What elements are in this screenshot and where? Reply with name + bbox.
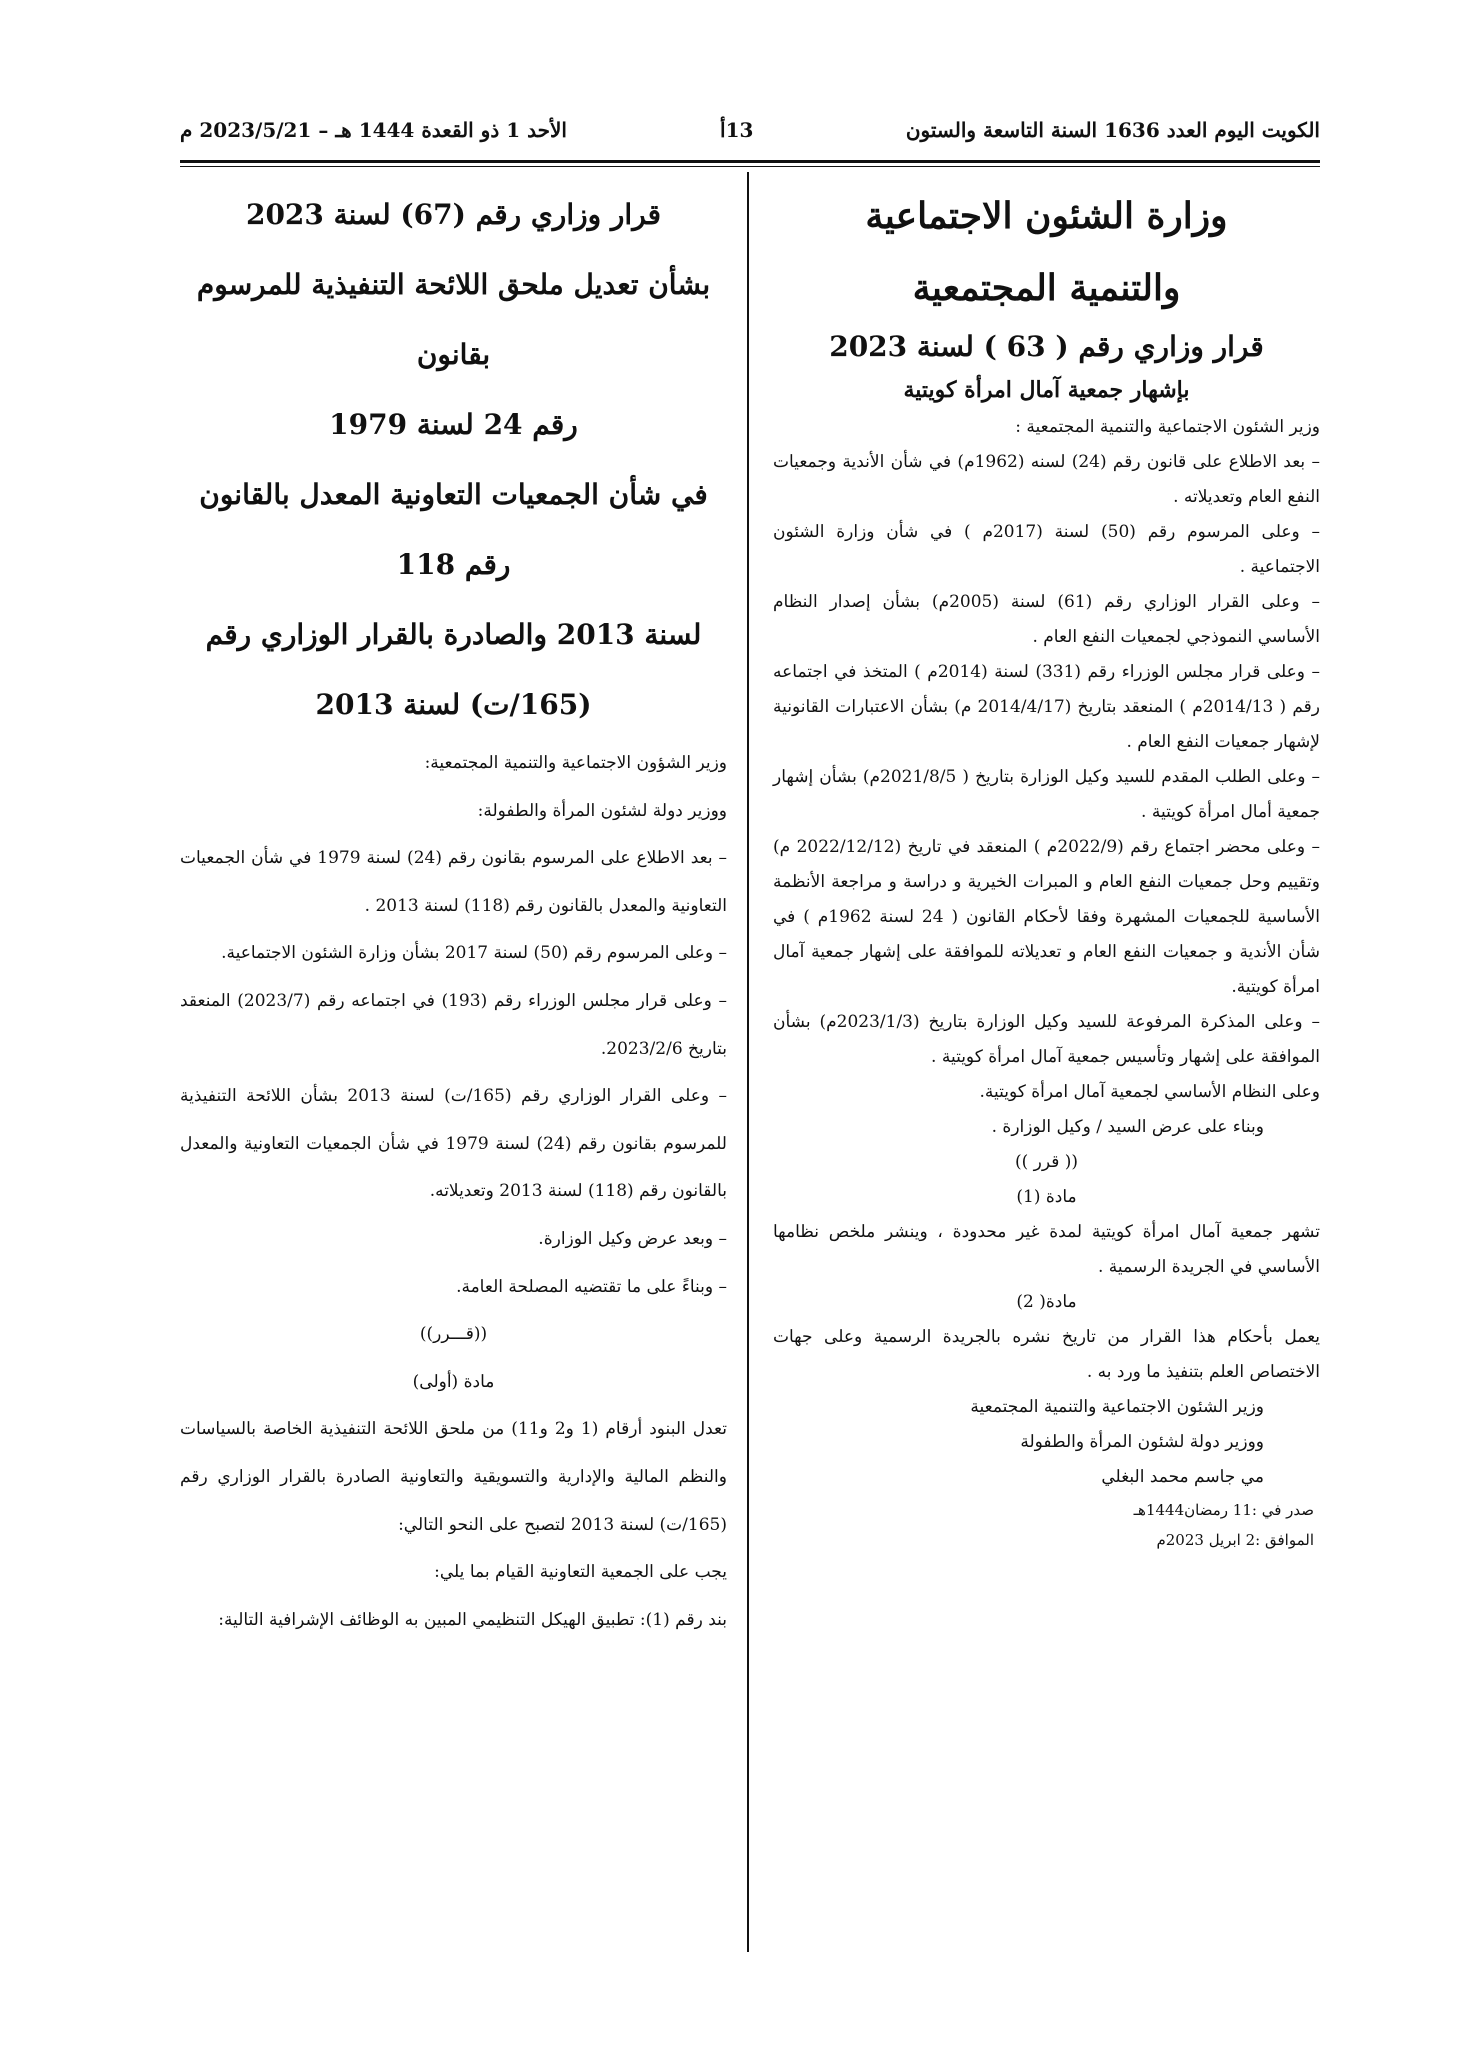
article-text: بند رقم (1): تطبيق الهيكل التنظيمي المبين به الوظائف الإشرافية التالية: [218,1609,727,1630]
decision-subject: بإشهار جمعية آمال امرأة كويتية [903,377,1190,403]
recital: – وعلى قرار مجلس الوزراء رقم (331) لسنة (2014م ) المتخذ في اجتماعه رقم ( 2014/13م ) المنعقد بتاريخ (2014/4/17 م) بشأن الاعتبارات القانونية لإشهار جمعيات النفع العام . [773,662,1320,752]
decision-subject: (165/ت) لسنة 2013 [315,688,592,721]
preamble: وزير الشؤون الاجتماعية والتنمية المجتمعية: [424,753,727,773]
issued-date: صدر في :11 رمضان1444هـ [1133,1501,1314,1519]
recital: وعلى النظام الأساسي لجمعية آمال امرأة كويتية. [979,1082,1320,1102]
signatory: ووزير دولة لشئون المرأة والطفولة [1020,1432,1264,1452]
article-heading: مادة( 2) [1016,1292,1077,1312]
header-page-number: 13أ [720,118,754,142]
recital: – بعد الاطلاع على قانون رقم (24) لسنه (1962م) في شأن الأندية وجمعيات النفع العام وتعديلاته . [773,452,1320,507]
decision-subject: في شأن الجمعيات التعاونية المعدل بالقانون رقم 118 [199,478,708,581]
article-heading: مادة (1) [1016,1187,1077,1207]
recital: – بعد الاطلاع على المرسوم بقانون رقم (24) لسنة 1979 في شأن الجمعيات التعاونية والمعدل بالقانون رقم (118) لسنة 2013 . [180,848,728,916]
article-text: يعمل بأحكام هذا القرار من تاريخ نشره بالجريدة الرسمية وعلى جهات الاختصاص العلم بتنفيذ ما ورد به . [773,1327,1320,1382]
signatory: وزير الشئون الاجتماعية والتنمية المجتمعية [970,1397,1264,1417]
decided-heading: ((قـــرر)) [419,1324,488,1345]
recital: – وعلى المذكرة المرفوعة للسيد وكيل الوزارة بتاريخ (2023/1/3م) بشأن الموافقة على إشهار وتأسيس جمعية آمال امرأة كويتية . [773,1012,1320,1067]
left-column [180,180,727,1644]
recital: – وعلى المرسوم رقم (50) لسنة (2017م ) في شأن وزارة الشئون الاجتماعية . [773,522,1320,577]
header-issue: الكويت اليوم العدد 1636 السنة التاسعة والستون [905,118,1320,142]
decided-heading: (( قرر )) [1014,1152,1079,1172]
decision-subject: لسنة 2013 والصادرة بالقرار الوزاري رقم [205,618,702,651]
recital: – وعلى القرار الوزاري رقم (61) لسنة (2005م) بشأن إصدار النظام الأساسي النموذجي لجمعيات النفع العام . [773,592,1320,647]
right-column [773,180,1320,1555]
recital: – وعلى المرسوم رقم (50) لسنة 2017 بشأن وزارة الشئون الاجتماعية. [221,943,727,964]
ministry-name-1: وزارة الشئون الاجتماعية [865,195,1228,237]
recital: وبناء على عرض السيد / وكيل الوزارة . [991,1117,1264,1137]
header-date: الأحد 1 ذو القعدة 1444 هـ – 2023/5/21 م [180,118,567,142]
corresponding-date: الموافق :2 ابريل 2023م [1156,1531,1314,1549]
recital: – وبناءً على ما تقتضيه المصلحة العامة. [456,1276,727,1297]
column-divider [747,172,749,1952]
preamble: وزير الشئون الاجتماعية والتنمية المجتمعية : [1015,417,1320,437]
recital: – وعلى محضر اجتماع رقم (2022/9م ) المنعقد في تاريخ (2022/12/12 م) وتقييم وحل جمعيات النفع العام و المبرات الخيرية و دراسة و مراجعة الأنظمة الأساسية للجمعيات المشهرة وفقا لأحكام القانون ( 24 لسنة 1962م ) في شأن الأندية و جمعيات النفع العام و تعديلاته للموافقة على إشهار جمعية آمال امرأة كويتية. [773,837,1321,997]
article-text: تعدل البنود أرقام (1 و2 و11) من ملحق اللائحة التنفيذية الخاصة بالسياسات والنظم المالية والإدارية والتسويقية والتعاونية الصادرة بالقرار الوزاري رقم (165/ت) لسنة 2013 لتصبح على النحو التالي: [180,1419,727,1535]
article-text: تشهر جمعية آمال امرأة كويتية لمدة غير محدودة ، وينشر ملخص نظامها الأساسي في الجريدة الرسمية . [773,1222,1320,1277]
article-heading: مادة (أولى) [412,1371,495,1392]
article-text: يجب على الجمعية التعاونية القيام بما يلي: [434,1562,727,1583]
preamble: ووزير دولة لشئون المرأة والطفولة: [477,800,727,821]
recital: – وعلى القرار الوزاري رقم (165/ت) لسنة 2013 بشأن اللائحة التنفيذية للمرسوم بقانون رقم (24) لسنة 1979 في شأن الجمعيات التعاونية والمعدل بالقانون رقم (118) لسنة 2013 وتعديلاته. [180,1086,727,1202]
recital: – وعلى قرار مجلس الوزراء رقم (193) في اجتماعه رقم (2023/7) المنعقد بتاريخ 2023/2/6. [180,990,728,1059]
signatory-name: مي جاسم محمد البغلي [1101,1467,1264,1487]
decision-title: قرار وزاري رقم ( 63 ) لسنة 2023 [829,330,1264,363]
header-rule [180,160,1320,163]
decision-subject: بشأن تعديل ملحق اللائحة التنفيذية للمرسوم بقانون [196,268,711,371]
recital: – وبعد عرض وكيل الوزارة. [538,1228,727,1249]
recital: – وعلى الطلب المقدم للسيد وكيل الوزارة بتاريخ ( 2021/8/5م) بشأن إشهار جمعية أمال امرأة كويتية . [773,767,1321,822]
header-rule-thin [180,166,1320,167]
ministry-name-2: والتنمية المجتمعية [912,267,1181,309]
page-header [180,118,1320,154]
decision-subject: رقم 24 لسنة 1979 [329,408,578,441]
decision-title: قرار وزاري رقم (67) لسنة 2023 [245,198,662,231]
